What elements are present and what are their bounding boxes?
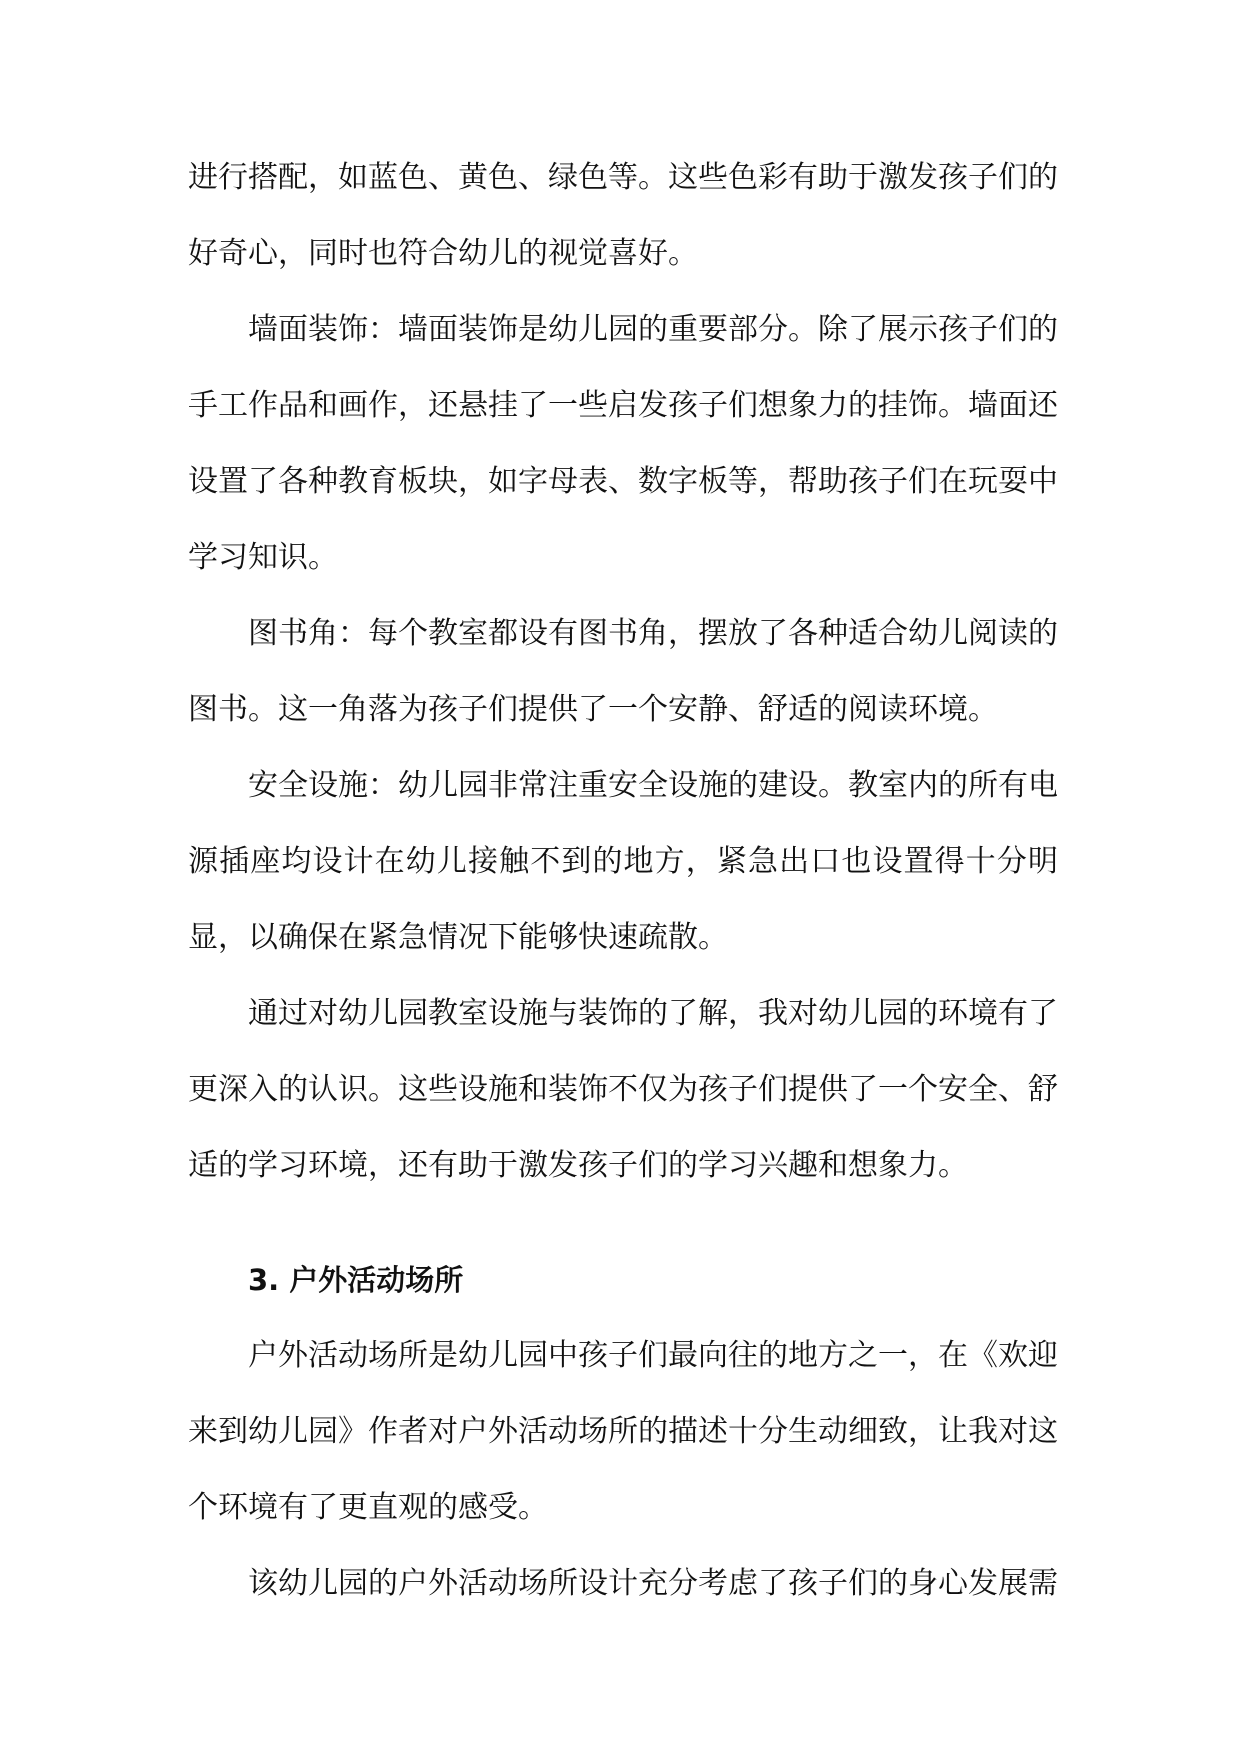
body-text [188,140,1058,1622]
paragraph-wall-decoration: 墙面装饰：墙面装饰是幼儿园的重要部分。除了展示孩子们的手工作品和画作，还悬挂了一些启发孩子们想象力的挂饰。墙面还设置了各种教育板块，如字母表、数字板等，帮助孩子们在玩耍中学习知识。 [188,312,1058,575]
paragraph-color-scheme: 进行搭配，如蓝色、黄色、绿色等。这些色彩有助于激发孩子们的好奇心，同时也符合幼儿的视觉喜好。 [188,160,1058,271]
paragraph-summary: 通过对幼儿园教室设施与装饰的了解，我对幼儿园的环境有了更深入的认识。这些设施和装饰不仅为孩子们提供了一个安全、舒适的学习环境，还有助于激发孩子们的学习兴趣和想象力。 [188,996,1058,1183]
paragraph-outdoor-design: 该幼儿园的户外活动场所设计充分考虑了孩子们的身心发展需 [248,1566,1058,1601]
section-heading: 3. 户外活动场所 [248,1263,464,1297]
paragraph-safety-facilities: 安全设施：幼儿园非常注重安全设施的建设。教室内的所有电源插座均设计在幼儿接触不到的地方，紧急出口也设置得十分明显，以确保在紧急情况下能够快速疏散。 [188,768,1058,955]
paragraph-book-corner: 图书角：每个教室都设有图书角，摆放了各种适合幼儿阅读的图书。这一角落为孩子们提供了一个安静、舒适的阅读环境。 [188,616,1058,727]
paragraph-outdoor-intro: 户外活动场所是幼儿园中孩子们最向往的地方之一，在《欢迎来到幼儿园》作者对户外活动场所的描述十分生动细致，让我对这个环境有了更直观的感受。 [188,1338,1058,1525]
